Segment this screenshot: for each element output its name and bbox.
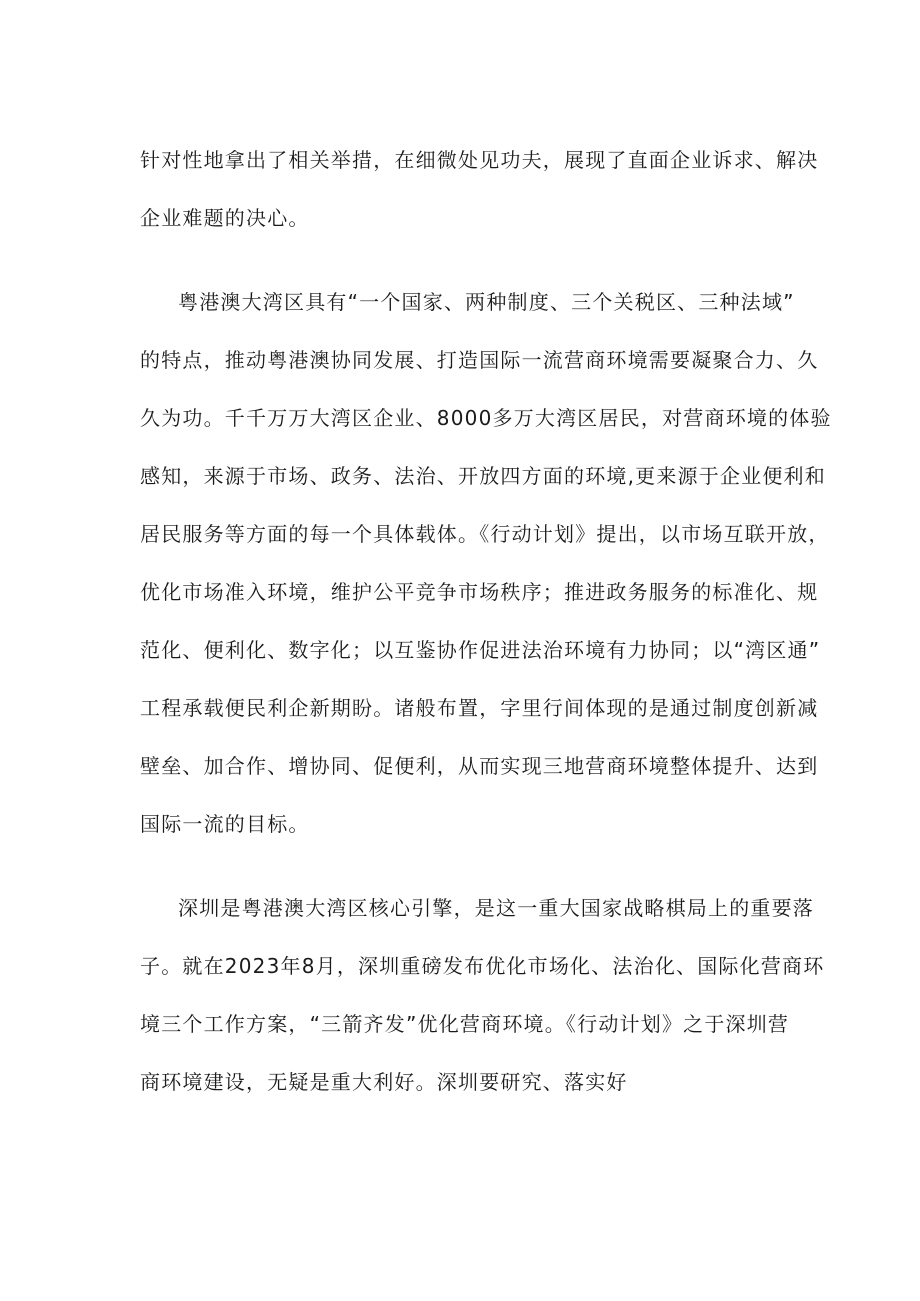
paragraph-2-line-9: 壁垒、加合作、增协同、促便利，从而实现三地营商环境整体提升、达到 (140, 754, 819, 778)
paragraph-2-line-7: 范化、便利化、数字化；以互鉴协作促进法治环境有力协同；以“湾区通” (140, 638, 821, 662)
paragraph-2-line-4: 感知，来源于市场、政务、法治、开放四方面的环境,更来源于企业便利和 (140, 464, 826, 488)
paragraph-2-line-5: 居民服务等方面的每一个具体载体。《行动计划》提出，以市场互联开放， (140, 522, 830, 546)
paragraph-2-line-8: 工程承载便民利企新期盼。诸般布置，字里行间体现的是通过制度创新减 (140, 696, 819, 720)
paragraph-2-line-1: 粤港澳大湾区具有“一个国家、两种制度、三个关税区、三种法域” (178, 290, 795, 314)
paragraph-3-line-4: 商环境建设，无疑是重大利好。深圳要研究、落实好 (140, 1070, 628, 1094)
paragraph-2-line-10: 国际一流的目标。 (140, 812, 310, 836)
paragraph-2-line-6: 优化市场准入环境，维护公平竞争市场秩序；推进政务服务的标准化、规 (140, 580, 819, 604)
paragraph-3-line-3: 境三个工作方案，“三箭齐发”优化营商环境。《行动计划》之于深圳营 (140, 1012, 790, 1036)
paragraph-2-line-2: 的特点，推动粤港澳协同发展、打造国际一流营商环境需要凝聚合力、久 (140, 348, 819, 372)
paragraph-3-line-1: 深圳是粤港澳大湾区核心引擎，是这一重大国家战略棋局上的重要落 (178, 896, 814, 920)
paragraph-3-line-2: 子。就在2023年8月，深圳重磅发布优化市场化、法治化、国际化营商环 (140, 954, 825, 978)
paragraph-2-line-3: 久为功。千千万万大湾区企业、8000多万大湾区居民，对营商环境的体验 (140, 406, 832, 430)
paragraph-1-line-1: 针对性地拿出了相关举措，在细微处见功夫，展现了直面企业诉求、解决 (140, 148, 819, 172)
paragraph-1-line-2: 企业难题的决心。 (140, 206, 310, 230)
